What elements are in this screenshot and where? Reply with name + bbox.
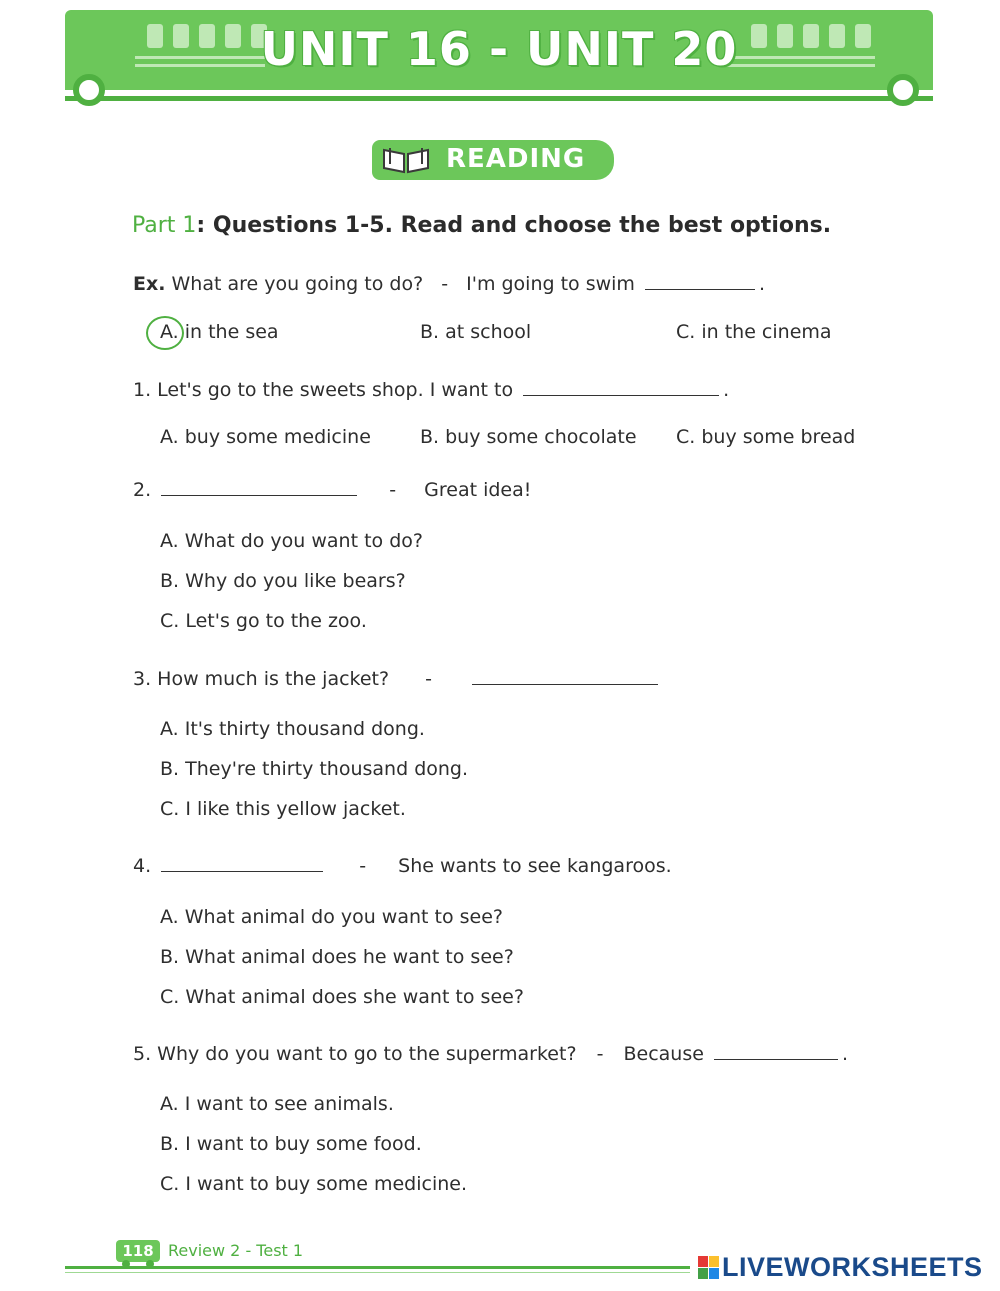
- question-text: 5. Why do you want to go to the supermarket?: [133, 1043, 577, 1065]
- dash: -: [596, 1043, 604, 1065]
- question-text: 3. How much is the jacket?: [133, 668, 390, 690]
- page-number-badge: [116, 1240, 160, 1262]
- dash: -: [441, 273, 449, 295]
- example-question-text: What are you going to do?: [171, 273, 424, 295]
- option[interactable]: C. I want to buy some medicine.: [160, 1173, 467, 1195]
- sentence-end: .: [759, 273, 766, 295]
- page-number: 118: [122, 1242, 154, 1260]
- answer-blank[interactable]: [161, 870, 323, 872]
- option[interactable]: C. in the cinema: [676, 321, 832, 343]
- option[interactable]: C. I like this yellow jacket.: [160, 798, 406, 820]
- option[interactable]: B. They're thirty thousand dong.: [160, 758, 469, 780]
- footer-label: Review 2 - Test 1: [168, 1241, 304, 1260]
- dash: -: [359, 855, 367, 877]
- option[interactable]: C. What animal does she want to see?: [160, 986, 524, 1008]
- option[interactable]: B. buy some chocolate: [420, 426, 637, 448]
- footer-divider: [65, 1266, 690, 1269]
- banner-underline: [65, 96, 933, 101]
- section-tag: [372, 140, 614, 180]
- question-response: She wants to see kangaroos.: [398, 855, 672, 877]
- option[interactable]: A. buy some medicine: [160, 426, 371, 448]
- page-title: UNIT 16 - UNIT 20: [260, 22, 738, 76]
- option[interactable]: A. I want to see animals.: [160, 1093, 394, 1115]
- liveworksheets-logo-icon: [698, 1256, 720, 1280]
- part-number: Part 1: [132, 213, 197, 238]
- dash: -: [425, 668, 432, 690]
- option[interactable]: C. buy some bread: [676, 426, 856, 448]
- sentence-end: .: [723, 379, 730, 401]
- answer-blank[interactable]: [645, 288, 755, 290]
- section-label: READING: [446, 144, 586, 174]
- answer-blank[interactable]: [472, 683, 658, 685]
- answer-blank[interactable]: [714, 1058, 838, 1060]
- footer-divider: [65, 1272, 690, 1273]
- option[interactable]: B. I want to buy some food.: [160, 1133, 422, 1155]
- part-heading: [132, 213, 831, 238]
- question-1: [133, 379, 729, 401]
- option[interactable]: B. Why do you like bears?: [160, 570, 406, 592]
- question-response: Great idea!: [424, 479, 532, 501]
- sentence-end: .: [841, 1043, 849, 1065]
- example-prefix: Ex.: [133, 273, 166, 295]
- answer-blank[interactable]: [161, 494, 357, 496]
- question-3: [133, 668, 662, 690]
- question-number: 4.: [133, 855, 152, 877]
- liveworksheets-logo[interactable]: LIVEWORKSHEETS: [722, 1252, 983, 1282]
- option[interactable]: A. It's thirty thousand dong.: [160, 718, 425, 740]
- option[interactable]: A. in the sea: [160, 321, 279, 343]
- dash: -: [389, 479, 397, 501]
- option[interactable]: A. What do you want to do?: [160, 530, 423, 552]
- option[interactable]: C. Let's go to the zoo.: [160, 610, 367, 632]
- bus-wheel-right: [887, 74, 919, 106]
- question-4: [133, 855, 672, 877]
- answer-blank[interactable]: [523, 394, 719, 396]
- question-number: 2.: [133, 479, 152, 501]
- book-icon: [378, 144, 434, 180]
- option[interactable]: A. What animal do you want to see?: [160, 906, 504, 928]
- option[interactable]: B. What animal does he want to see?: [160, 946, 514, 968]
- question-5: [133, 1043, 848, 1065]
- part-title: : Questions 1-5. Read and choose the best options.: [196, 213, 832, 238]
- bus-wheel-left: [73, 74, 105, 106]
- question-2: [133, 479, 531, 501]
- unit-banner: [65, 10, 933, 98]
- question-answer: Because: [623, 1043, 704, 1065]
- example-answer: I'm going to swim: [466, 273, 635, 295]
- question-text: 1. Let's go to the sweets shop. I want to: [133, 379, 514, 401]
- example-question: [133, 273, 765, 295]
- option[interactable]: B. at school: [420, 321, 532, 343]
